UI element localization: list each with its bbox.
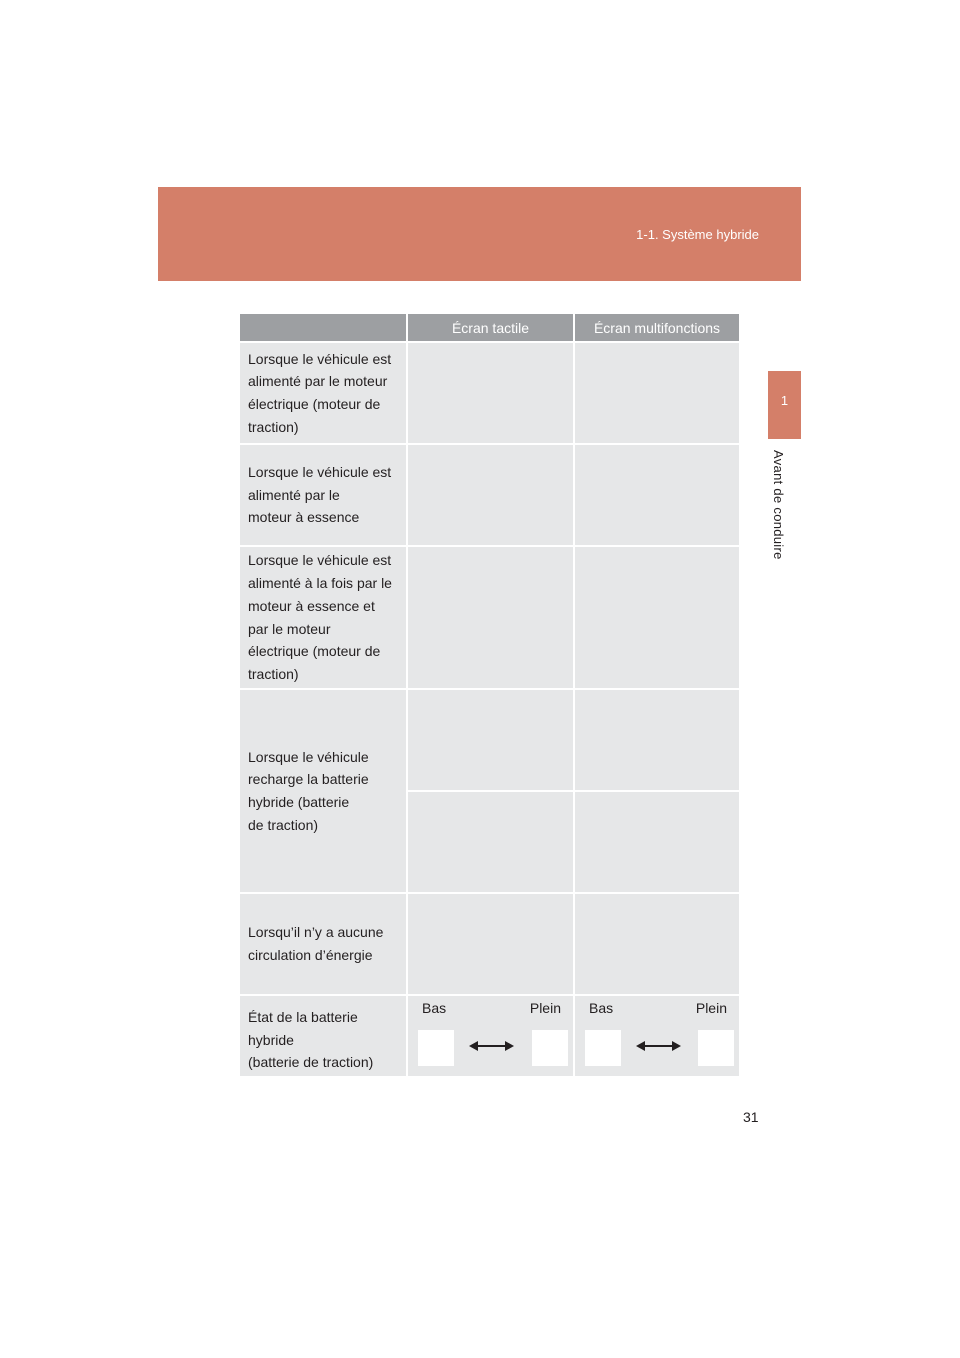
column-header-multi-display: Écran multifonctions [574, 313, 740, 342]
energy-monitor-table [238, 312, 741, 1078]
table-row [239, 893, 740, 995]
multi-display-cell [574, 791, 740, 893]
multi-display-cell [574, 342, 740, 444]
section-header-band [158, 187, 801, 281]
chapter-tab: 1 [768, 371, 801, 439]
battery-row [239, 995, 740, 1077]
multi-display-cell [574, 689, 740, 791]
row-label-both-engines: Lorsque le véhicule est alimenté à la fois par le moteur à essence et par le moteur électrique (moteur de traction) [239, 546, 407, 689]
column-header-blank [239, 313, 407, 342]
chapter-label [771, 450, 791, 570]
battery-low-label: Bas [589, 1000, 614, 1016]
multi-display-cell [574, 444, 740, 546]
touch-screen-cell [407, 444, 574, 546]
battery-scale-touch-screen [407, 995, 574, 1077]
row-label-charging: Lorsque le véhicule recharge la batterie hybride (batterie de traction) [239, 689, 407, 893]
chapter-label-text: Avant de conduire [771, 450, 786, 560]
column-header-touch-screen: Écran tactile [407, 313, 574, 342]
battery-full-image [698, 1030, 734, 1066]
row-label-no-energy-flow: Lorsqu’il n’y a aucune circulation d’énergie [239, 893, 407, 995]
page-number: 31 [743, 1109, 759, 1125]
double-arrow-icon [636, 1040, 681, 1052]
touch-screen-cell [407, 546, 574, 689]
double-arrow-icon [469, 1040, 514, 1052]
multi-display-cell [574, 893, 740, 995]
touch-screen-cell [407, 689, 574, 791]
battery-full-image [532, 1030, 568, 1066]
battery-low-image [585, 1030, 621, 1066]
table-row [239, 546, 740, 689]
battery-low-label: Bas [422, 1000, 447, 1016]
touch-screen-cell [407, 893, 574, 995]
row-label-gasoline-engine: Lorsque le véhicule est alimenté par le moteur à essence [239, 444, 407, 546]
row-label-battery-state: État de la batterie hybride (batterie de traction) [239, 995, 407, 1077]
section-title: 1-1. Système hybride [636, 227, 759, 242]
table-row [239, 689, 740, 791]
row-label-electric-motor: Lorsque le véhicule est alimenté par le moteur électrique (moteur de traction) [239, 342, 407, 444]
battery-full-label: Plein [695, 1000, 727, 1016]
multi-display-cell [574, 546, 740, 689]
touch-screen-cell [407, 791, 574, 893]
battery-scale-multi-display [574, 995, 740, 1077]
touch-screen-cell [407, 342, 574, 444]
battery-low-image [418, 1030, 454, 1066]
battery-full-label: Plein [529, 1000, 561, 1016]
table-row [239, 342, 740, 444]
table-header-row [239, 313, 740, 342]
table-row [239, 444, 740, 546]
